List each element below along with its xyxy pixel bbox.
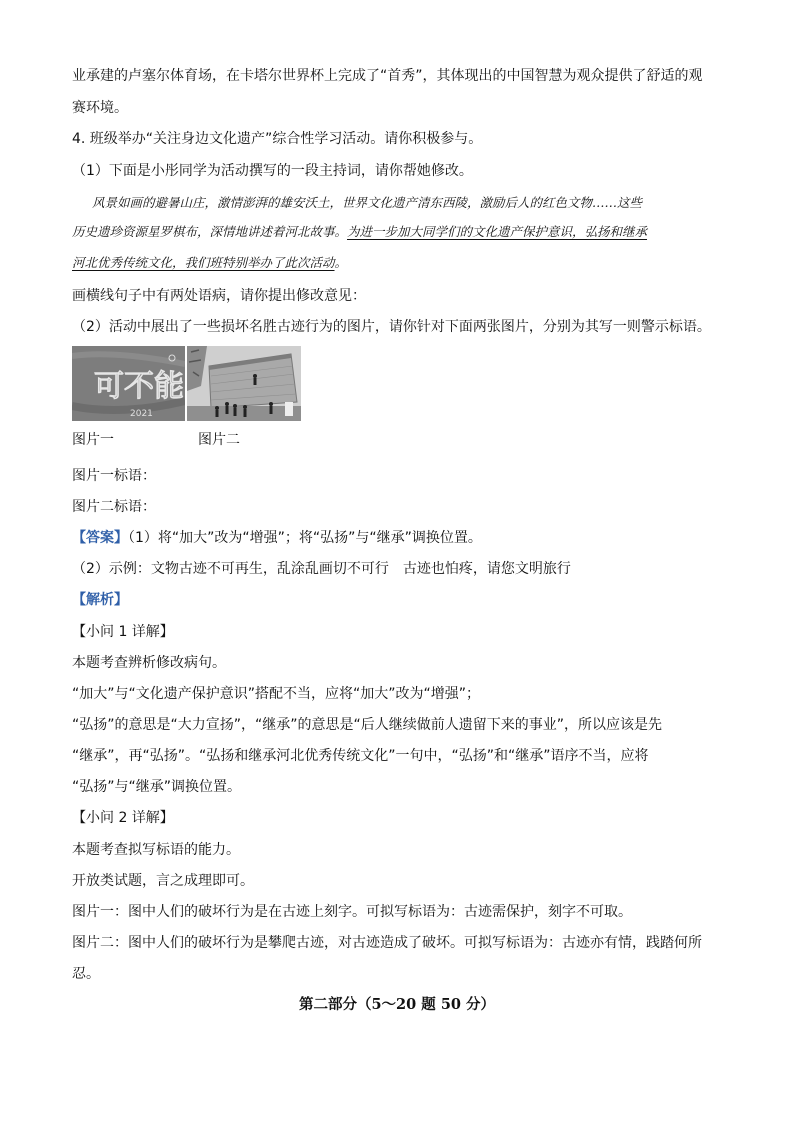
passage-line-1: 风景如画的避暑山庄，激情澎湃的雄安沃土，世界文化遗产清东西陵，激励后人的红色文物……这些 [92, 195, 643, 210]
graffiti-date: 2021 [130, 409, 153, 419]
passage-line-2 [72, 222, 647, 242]
answer-line-2: （2）示例：文物古迹不可再生，乱涂乱画切不可行 古迹也怕疼，请您文明旅行 [72, 561, 571, 577]
climbing-illustration [187, 346, 301, 421]
paragraph-line: 业承建的卢塞尔体育场，在卡塔尔世界杯上完成了“首秀”，其体现出的中国智慧为观众提供了舒适的观 [72, 68, 703, 84]
explanation-line: “弘扬”与“继承”调换位置。 [72, 779, 242, 795]
paragraph-line: 赛环境。 [72, 100, 128, 116]
explanation-line: 忍。 [72, 966, 100, 982]
passage-line-3 [72, 253, 347, 273]
explanation-line: “继承”，再“弘扬”。“弘扬和继承河北优秀传统文化”一句中，“弘扬”和“继承”语序不当，应将 [72, 748, 649, 764]
answer-tag: 【答案】 [72, 530, 128, 546]
graffiti-text: 可不能 [94, 369, 184, 404]
question-4-1: （1）下面是小彤同学为活动撰写的一段主持词，请你帮她修改。 [72, 163, 473, 179]
photo-climbing-wall [187, 346, 301, 421]
explanation-line: “弘扬”的意思是“大力宣扬”，“继承”的意思是“后人继续做前人遗留下来的事业”，所以应该是先 [72, 717, 663, 733]
caption-image-1: 图片一 [72, 432, 114, 448]
explanation-line: “加大”与“文化遗产保护意识”搭配不当，应将“加大”改为“增强”； [72, 686, 481, 702]
part-2-heading: 第二部分（5～20 题 50 分） [298, 996, 496, 1013]
explanation-line: 本题考查辨析修改病句。 [72, 655, 226, 671]
explanation-line: 本题考查拟写标语的能力。 [72, 842, 240, 858]
explanation-line: 图片二：图中人们的破坏行为是攀爬古迹，对古迹造成了破坏。可拟写标语为：古迹亦有情，践踏何所 [72, 935, 702, 951]
explanation-line: 开放类试题，言之成理即可。 [72, 873, 254, 889]
analysis-line [72, 590, 128, 610]
answer-text: （1）将“加大”改为“增强”；将“弘扬”与“继承”调换位置。 [128, 530, 482, 546]
prompt-line: 画横线句子中有两处语病，请你提出修改意见： [72, 288, 366, 304]
analysis-tag: 【解析】 [72, 592, 128, 608]
caption-image-2: 图片二 [198, 432, 240, 448]
graffiti-illustration [72, 346, 185, 421]
passage-text: 。 [334, 255, 348, 270]
subquestion-1-title: 【小问 1 详解】 [72, 624, 174, 640]
subquestion-2-title: 【小问 2 详解】 [72, 810, 174, 826]
answer-line-1 [72, 528, 482, 548]
underlined-sentence: 为进一步加大同学们的文化遗产保护意识，弘扬和继承 [347, 224, 648, 239]
passage-text: 历史遗珍资源星罗棋布，深情地讲述着河北故事。 [72, 224, 348, 239]
photo-graffiti-wall [72, 346, 185, 421]
slogan-2-label: 图片二标语： [72, 499, 156, 515]
question-4: 4. 班级举办“关注身边文化遗产”综合性学习活动。请你积极参与。 [72, 131, 483, 147]
slogan-1-label: 图片一标语： [72, 468, 156, 484]
underlined-sentence: 河北优秀传统文化，我们班特别举办了此次活动 [72, 255, 335, 270]
explanation-line: 图片一：图中人们的破坏行为是在古迹上刻字。可拟写标语为：古迹需保护，刻字不可取。 [72, 904, 632, 920]
question-4-2: （2）活动中展出了一些损坏名胜古迹行为的图片，请你针对下面两张图片，分别为其写一则警示标语。 [72, 319, 711, 335]
